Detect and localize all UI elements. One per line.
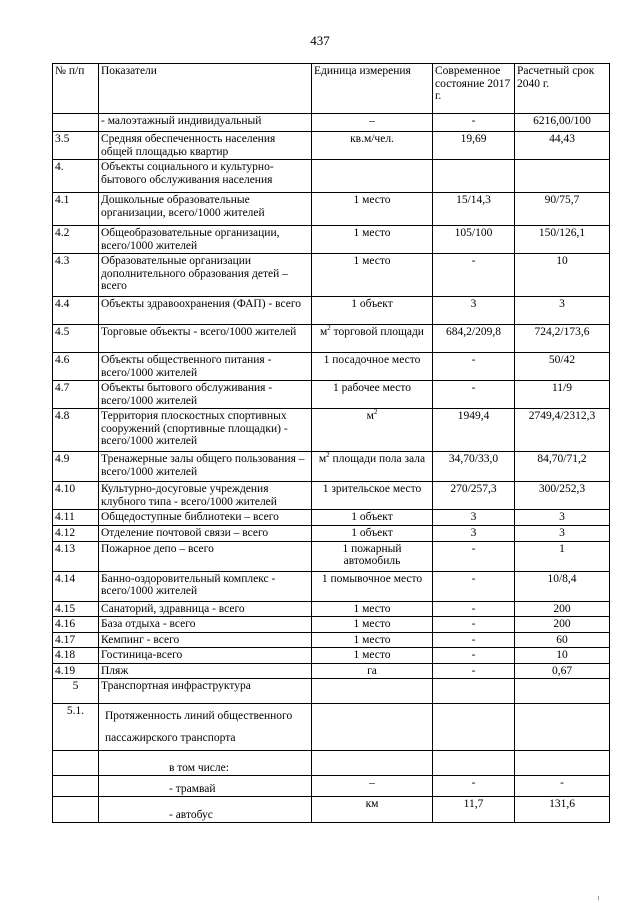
cell-indicator: - малоэтажный индивидуальный <box>99 114 312 132</box>
table-row <box>53 704 610 751</box>
cell-unit: 1 место <box>312 632 433 648</box>
cell-num: 4.9 <box>53 452 99 482</box>
cell-unit <box>312 452 433 482</box>
table-row <box>53 571 610 601</box>
cell-unit: 1 место <box>312 601 433 617</box>
cell-current: - <box>433 601 515 617</box>
cell-indicator: Объекты здравоохранения (ФАП) - всего <box>99 297 312 325</box>
cell-future: 84,70/71,2 <box>515 452 610 482</box>
cell-current: - <box>433 617 515 633</box>
cell-indicator: Гостиница-всего <box>99 648 312 664</box>
table-row <box>53 226 610 254</box>
cell-indicator: Объекты общественного питания - всего/1000 жителей <box>99 353 312 381</box>
cell-unit: 1 зрительское место <box>312 482 433 510</box>
unit-text: площади пола зала <box>329 453 426 465</box>
cell-unit: – <box>312 114 433 132</box>
cell-indicator: - трамвай <box>99 776 312 797</box>
cell-num: 4.15 <box>53 601 99 617</box>
cell-num: 4.11 <box>53 510 99 526</box>
cell-current <box>433 751 515 776</box>
table-row <box>53 482 610 510</box>
cell-num: 4.12 <box>53 525 99 541</box>
cell-unit: 1 помывочное место <box>312 571 433 601</box>
table-row <box>53 617 610 633</box>
table-header-row <box>53 64 610 114</box>
table-row <box>53 254 610 297</box>
table-row <box>53 381 610 409</box>
cell-current: 15/14,3 <box>433 193 515 226</box>
cell-num: 4.13 <box>53 541 99 571</box>
cell-num <box>53 751 99 776</box>
page-number: 437 <box>310 33 330 48</box>
cell-future: 300/252,3 <box>515 482 610 510</box>
cell-current <box>433 704 515 751</box>
cell-num <box>53 797 99 823</box>
cell-indicator: Пляж <box>99 663 312 679</box>
unit-superscript: 2 <box>326 451 330 460</box>
cell-current: - <box>433 663 515 679</box>
cell-future: 90/75,7 <box>515 193 610 226</box>
cell-future: 200 <box>515 601 610 617</box>
cell-num: 4.1 <box>53 193 99 226</box>
cell-future: 10/8,4 <box>515 571 610 601</box>
header-future: Расчетный срок 2040 г. <box>515 64 610 114</box>
cell-indicator: Общедоступные библиотеки – всего <box>99 510 312 526</box>
cell-unit: – <box>312 776 433 797</box>
cell-future: 10 <box>515 254 610 297</box>
unit-prefix: м <box>366 410 374 422</box>
cell-current: - <box>433 381 515 409</box>
cell-unit: 1 объект <box>312 297 433 325</box>
cell-unit <box>312 409 433 452</box>
indicators-table <box>52 63 610 823</box>
unit-superscript: 2 <box>373 408 378 417</box>
cell-num: 4.7 <box>53 381 99 409</box>
cell-future: 131,6 <box>515 797 610 823</box>
cell-num: 3.5 <box>53 132 99 160</box>
cell-unit <box>312 751 433 776</box>
table-row <box>53 114 610 132</box>
cell-indicator: Пожарное депо – всего <box>99 541 312 571</box>
unit-superscript: 2 <box>327 324 331 333</box>
cell-num: 4.16 <box>53 617 99 633</box>
cell-future: 44,43 <box>515 132 610 160</box>
cell-current: - <box>433 254 515 297</box>
cell-current: 3 <box>433 297 515 325</box>
cell-indicator: Банно-оздоровительный комплекс - всего/1000 жителей <box>99 571 312 601</box>
cell-indicator: Образовательные организации дополнительного образования детей – всего <box>99 254 312 297</box>
cell-unit <box>312 679 433 704</box>
cell-current <box>433 160 515 193</box>
cell-current <box>433 679 515 704</box>
cell-unit: 1 место <box>312 226 433 254</box>
cell-unit: 1 место <box>312 193 433 226</box>
cell-future: 50/42 <box>515 353 610 381</box>
cell-future: 3 <box>515 525 610 541</box>
cell-num: 5 <box>53 679 99 704</box>
cell-future: - <box>515 776 610 797</box>
cell-unit: 1 место <box>312 648 433 664</box>
table-row <box>53 160 610 193</box>
cell-unit: га <box>312 663 433 679</box>
table-row <box>53 663 610 679</box>
cell-indicator: Объекты бытового обслуживания - всего/1000 жителей <box>99 381 312 409</box>
cell-indicator: Протяженность линий общественного пассажирского транспорта <box>99 704 312 751</box>
cell-future: 11/9 <box>515 381 610 409</box>
unit-prefix: м <box>320 326 328 338</box>
cell-indicator: Торговые объекты - всего/1000 жителей <box>99 325 312 353</box>
cell-indicator: Средняя обеспеченность населения общей площадью квартир <box>99 132 312 160</box>
header-unit: Единица измерения <box>312 64 433 114</box>
cell-unit: кв.м/чел. <box>312 132 433 160</box>
cell-unit: км <box>312 797 433 823</box>
header-current: Современное состояние 2017 г. <box>433 64 515 114</box>
cell-future <box>515 160 610 193</box>
cell-num: 4.5 <box>53 325 99 353</box>
table-row <box>53 751 610 776</box>
cell-future: 2749,4/2312,3 <box>515 409 610 452</box>
cell-current: 3 <box>433 525 515 541</box>
table-row <box>53 325 610 353</box>
header-indicator: Показатели <box>99 64 312 114</box>
table-row <box>53 525 610 541</box>
cell-current: 105/100 <box>433 226 515 254</box>
cell-unit <box>312 160 433 193</box>
cell-indicator: - автобус <box>99 797 312 823</box>
cell-unit: 1 объект <box>312 525 433 541</box>
cell-unit: 1 пожарный автомобиль <box>312 541 433 571</box>
cell-num: 4.17 <box>53 632 99 648</box>
cell-num: 4.2 <box>53 226 99 254</box>
table-row <box>53 409 610 452</box>
cell-indicator: Кемпинг - всего <box>99 632 312 648</box>
unit-text: торговой площади <box>330 326 424 338</box>
table-row <box>53 193 610 226</box>
cell-indicator: Культурно-досуговые учреждения клубного типа - всего/1000 жителей <box>99 482 312 510</box>
cell-num: 4.6 <box>53 353 99 381</box>
table-row <box>53 776 610 797</box>
table-row <box>53 679 610 704</box>
table-row <box>53 541 610 571</box>
cell-num: 4. <box>53 160 99 193</box>
cell-current: 1949,4 <box>433 409 515 452</box>
table-row <box>53 297 610 325</box>
cell-num <box>53 114 99 132</box>
table-row <box>53 353 610 381</box>
cell-num: 4.3 <box>53 254 99 297</box>
table-row <box>53 452 610 482</box>
cell-indicator: Санаторий, здравница - всего <box>99 601 312 617</box>
cell-unit <box>312 704 433 751</box>
cell-indicator: Территория плоскостных спортивных сооружений (спортивные площадки) - всего/1000 жителей <box>99 409 312 452</box>
cell-current: 3 <box>433 510 515 526</box>
cell-num: 4.14 <box>53 571 99 601</box>
cell-indicator: Отделение почтовой связи – всего <box>99 525 312 541</box>
cell-num: 5.1. <box>53 704 99 751</box>
cell-num: 4.10 <box>53 482 99 510</box>
cell-unit: 1 место <box>312 254 433 297</box>
cell-indicator: Дошкольные образовательные организации, всего/1000 жителей <box>99 193 312 226</box>
cell-indicator: Объекты социального и культурно-бытового обслуживания населения <box>99 160 312 193</box>
cell-future: 0,67 <box>515 663 610 679</box>
cell-unit <box>312 325 433 353</box>
cell-current: - <box>433 776 515 797</box>
cell-unit: 1 место <box>312 617 433 633</box>
cell-current: 270/257,3 <box>433 482 515 510</box>
cell-unit: 1 объект <box>312 510 433 526</box>
cell-num <box>53 776 99 797</box>
cell-indicator: Тренажерные залы общего пользования – всего/1000 жителей <box>99 452 312 482</box>
cell-current: - <box>433 353 515 381</box>
table-row <box>53 797 610 823</box>
cell-future <box>515 751 610 776</box>
cell-future: 6216,00/100 <box>515 114 610 132</box>
cell-current: 19,69 <box>433 132 515 160</box>
cell-current: - <box>433 114 515 132</box>
unit-prefix: м <box>318 453 327 465</box>
cell-num: 4.19 <box>53 663 99 679</box>
scan-mark <box>598 896 599 900</box>
cell-current: - <box>433 632 515 648</box>
cell-indicator: Общеобразовательные организации, всего/1000 жителей <box>99 226 312 254</box>
cell-indicator: в том числе: <box>99 751 312 776</box>
cell-current: - <box>433 648 515 664</box>
cell-indicator: Транспортная инфраструктура <box>99 679 312 704</box>
cell-future: 150/126,1 <box>515 226 610 254</box>
cell-future <box>515 679 610 704</box>
cell-future: 1 <box>515 541 610 571</box>
cell-indicator: База отдыха - всего <box>99 617 312 633</box>
table-row <box>53 632 610 648</box>
cell-future: 3 <box>515 297 610 325</box>
cell-current: 684,2/209,8 <box>433 325 515 353</box>
cell-future <box>515 704 610 751</box>
cell-num: 4.8 <box>53 409 99 452</box>
cell-future: 60 <box>515 632 610 648</box>
table-row <box>53 132 610 160</box>
cell-current: 34,70/33,0 <box>433 452 515 482</box>
table-row <box>53 510 610 526</box>
table-row <box>53 648 610 664</box>
header-num: № п/п <box>53 64 99 114</box>
cell-current: - <box>433 571 515 601</box>
cell-num: 4.18 <box>53 648 99 664</box>
table-row <box>53 601 610 617</box>
cell-current: - <box>433 541 515 571</box>
cell-current: 11,7 <box>433 797 515 823</box>
cell-unit: 1 рабочее место <box>312 381 433 409</box>
cell-future: 200 <box>515 617 610 633</box>
cell-num: 4.4 <box>53 297 99 325</box>
cell-future: 3 <box>515 510 610 526</box>
cell-future: 10 <box>515 648 610 664</box>
cell-future: 724,2/173,6 <box>515 325 610 353</box>
cell-unit: 1 посадочное место <box>312 353 433 381</box>
